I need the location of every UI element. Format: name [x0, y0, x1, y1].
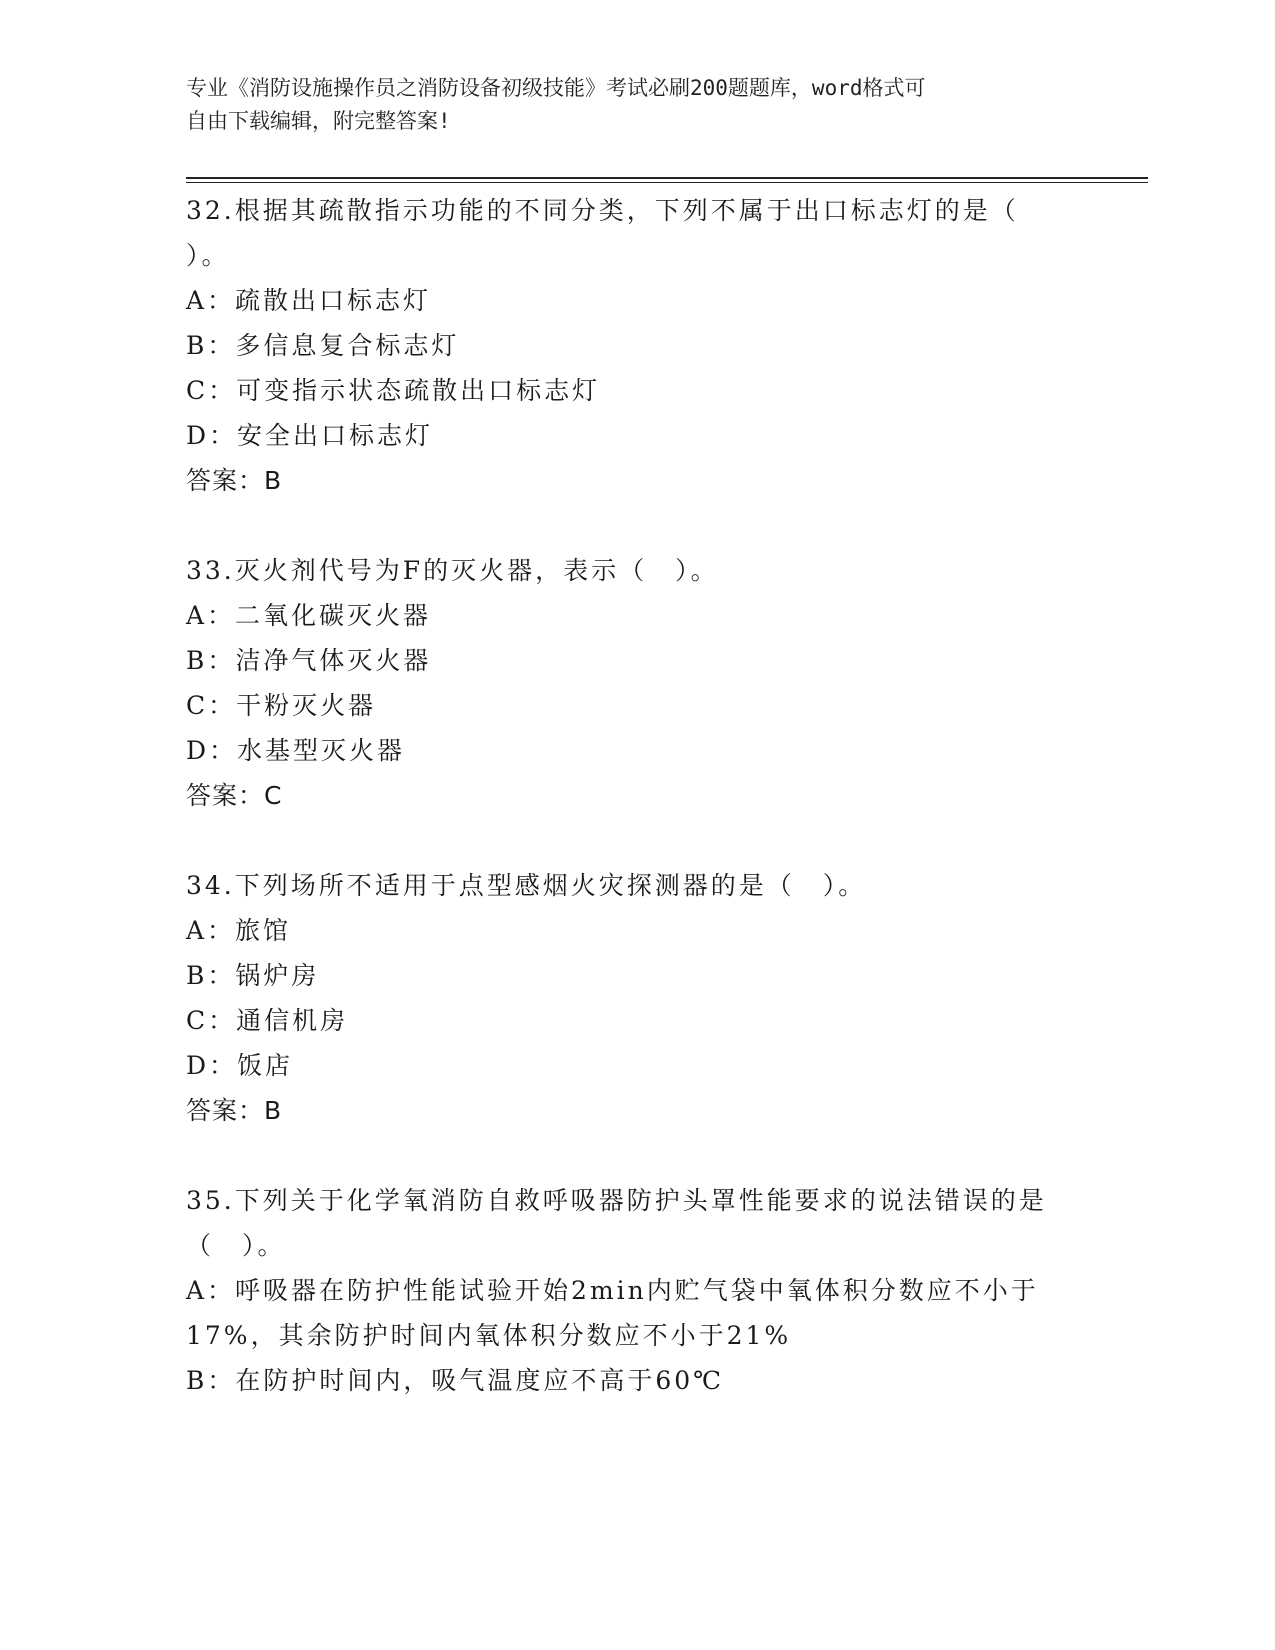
- option-a-continued: 17%，其余防护时间内氧体积分数应不小于21%: [186, 1321, 792, 1350]
- option-a: A：二氧化碳灭火器: [186, 601, 432, 630]
- header-divider-thin: [186, 182, 1148, 183]
- option-c: C：可变指示状态疏散出口标志灯: [186, 376, 601, 405]
- question-33: [186, 548, 1086, 818]
- question-stem: 32.根据其疏散指示功能的不同分类，下列不属于出口标志灯的是（: [186, 196, 1019, 225]
- option-a: A：旅馆: [186, 916, 292, 945]
- option-a: A：呼吸器在防护性能试验开始2min内贮气袋中氧体积分数应不小于: [186, 1276, 1039, 1305]
- answer-line: 答案：B: [186, 1096, 283, 1125]
- question-34: [186, 863, 1086, 1133]
- option-b: B：多信息复合标志灯: [186, 331, 460, 360]
- header-line-2: 自由下载编辑，附完整答案!: [186, 109, 451, 133]
- option-c: C：通信机房: [186, 1006, 349, 1035]
- document-header: [186, 72, 1066, 138]
- question-stem: 33.灭火剂代号为F的灭火器，表示（ ）。: [186, 556, 719, 585]
- option-b: B：洁净气体灭火器: [186, 646, 432, 675]
- question-stem: 35.下列关于化学氧消防自救呼吸器防护头罩性能要求的说法错误的是: [186, 1186, 1047, 1215]
- option-d: D：水基型灭火器: [186, 736, 406, 765]
- question-stem-continued: （ ）。: [186, 1231, 286, 1260]
- question-stem: 34.下列场所不适用于点型感烟火灾探测器的是（ ）。: [186, 871, 867, 900]
- header-divider-thick: [186, 177, 1148, 179]
- option-c: C：干粉灭火器: [186, 691, 377, 720]
- question-list: [186, 188, 1086, 1448]
- header-line-1: 专业《消防设施操作员之消防设备初级技能》考试必刷200题题库，word格式可: [186, 76, 926, 100]
- option-d: D：安全出口标志灯: [186, 421, 434, 450]
- option-b: B：锅炉房: [186, 961, 320, 990]
- question-35: [186, 1178, 1086, 1403]
- option-b: B：在防护时间内，吸气温度应不高于60℃: [186, 1366, 725, 1395]
- option-a: A：疏散出口标志灯: [186, 286, 432, 315]
- option-d: D：饭店: [186, 1051, 294, 1080]
- answer-line: 答案：B: [186, 466, 283, 495]
- question-stem-continued: ）。: [186, 241, 230, 270]
- answer-line: 答案：C: [186, 781, 283, 810]
- question-32: [186, 188, 1086, 503]
